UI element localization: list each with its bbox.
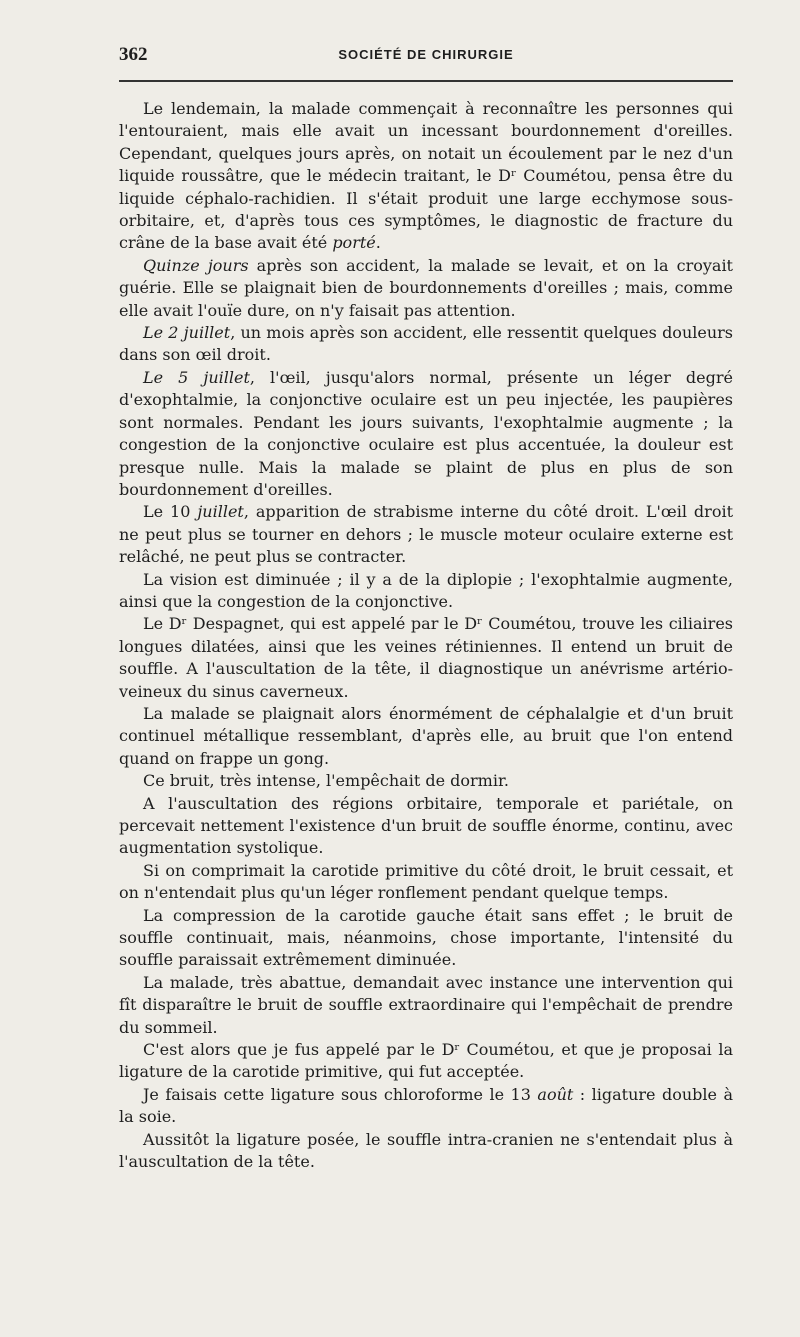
- paragraph-15: Je faisais cette ligature sous chloroforme le 13 août : ligature double à la soie.: [119, 1084, 734, 1127]
- page-header: [119, 44, 733, 70]
- paragraph-12: La compression de la carotide gauche était sans effet ; le bruit de souffle continuait, mais, néanmoins, chose importante, l'intensité du souffle paraissait extrêmement diminuée.: [119, 905, 733, 970]
- paragraph-4: Le 5 juillet, l'œil, jusqu'alors normal, présente un léger degré d'exophtalmie, la conjonctive oculaire est un peu injectée, les paupières sont normales. Pendant les jours suivants, l'exophtalmie augmente ; la congestion de la conjonctive oculaire est plus accentuée, la douleur est presque nulle. Mais la malade se plaint de plus en plus de son bourdonnement d'oreilles.: [119, 367, 733, 499]
- paragraph-13: La malade, très abattue, demandait avec instance une intervention qui fît disparaître le bruit de souffle extraordinaire qui l'empêchait de prendre du sommeil.: [119, 972, 733, 1037]
- paragraph-6: La vision est diminuée ; il y a de la diplopie ; l'exophtalmie augmente, ainsi que la congestion de la conjonctive.: [119, 569, 733, 611]
- body-text: [119, 98, 733, 1174]
- paragraph-7: Le Dʳ Despagnet, qui est appelé par le Dʳ Coumétou, trouve les ciliaires longues dilatées, ainsi que les veines rétiniennes. Il entend un bruit de souffle. A l'auscultation de la tête, il diagnostique un anévrisme artério-veineux du sinus caverneux.: [119, 614, 733, 701]
- paragraph-14: C'est alors que je fus appelé par le Dʳ Coumétou, et que je proposai la ligature de la carotide primitive, qui fut acceptée.: [119, 1040, 733, 1082]
- paragraph-3: Le 2 juillet, un mois après son accident, elle ressentit quelques douleurs dans son œil droit.: [119, 323, 733, 365]
- paragraph-16: Aussitôt la ligature posée, le souffle intra-cranien ne s'entendait plus à l'auscultation de la tête.: [119, 1129, 733, 1172]
- page-number: 362: [119, 44, 148, 65]
- paragraph-10: A l'auscultation des régions orbitaire, temporale et pariétale, on percevait nettement l'existence d'un bruit de souffle énorme, continu, avec augmentation systolique.: [119, 793, 733, 858]
- running-title: SOCIÉTÉ DE CHIRURGIE: [338, 47, 514, 62]
- header-rule: [119, 80, 733, 82]
- paragraph-1: Le lendemain, la malade commençait à reconnaître les personnes qui l'entouraient, mais elle avait un incessant bourdonnement d'oreilles. Cependant, quelques jours après, on notait un écoulement par le nez d'un liquide roussâtre, que le médecin traitant, le Dʳ Coumétou, pensa être du liquide céphalo-rachidien. Il s'était produit une large ecchymose sous-orbitaire, et, d'après tous ces symptômes, le diagnostic de fracture du crâne de la base avait été porté.: [119, 99, 733, 253]
- paragraph-5: Le 10 juillet, apparition de strabisme interne du côté droit. L'œil droit ne peut plus se tourner en dehors ; le muscle moteur oculaire externe est relâché, ne peut plus se contracter.: [119, 502, 733, 567]
- paragraph-9: Ce bruit, très intense, l'empêchait de dormir.: [143, 771, 509, 791]
- paragraph-2: Quinze jours après son accident, la malade se levait, et on la croyait guérie. Elle se plaignait bien de bourdonnements d'oreilles ; mais, comme elle avait l'ouïe dure, on n'y faisait pas attention.: [119, 255, 733, 320]
- paragraph-11: Si on comprimait la carotide primitive du côté droit, le bruit cessait, et on n'entendait plus qu'un léger ronflement pendant quelque temps.: [119, 860, 733, 903]
- paragraph-8: La malade se plaignait alors énormément de céphalalgie et d'un bruit continuel métallique ressemblant, d'après elle, au bruit que l'on entend quand on frappe un gong.: [119, 703, 733, 768]
